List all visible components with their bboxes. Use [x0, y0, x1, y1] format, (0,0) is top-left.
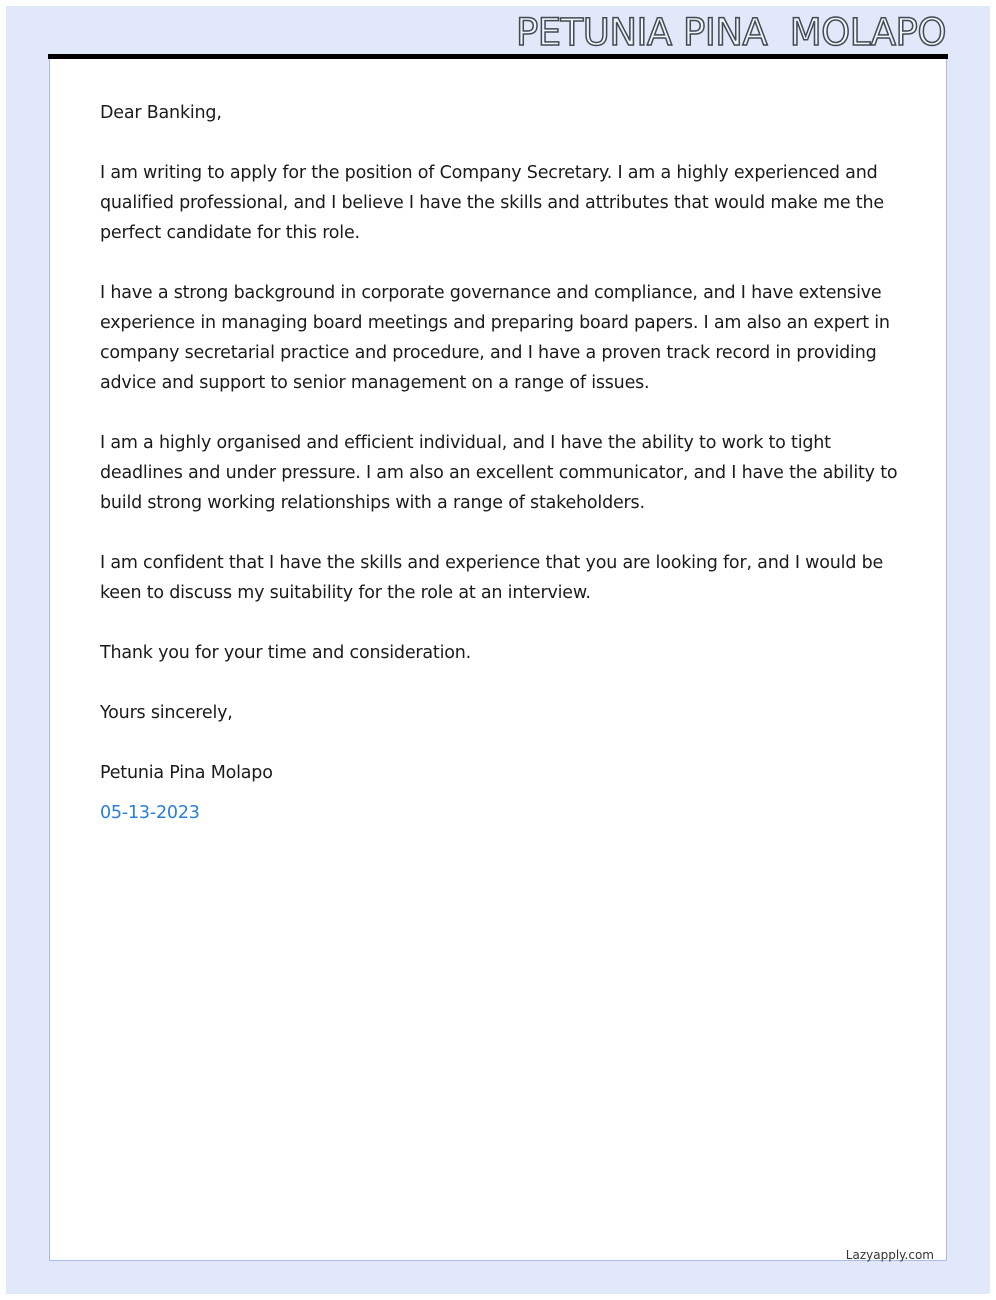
letter-thanks: Thank you for your time and consideration. — [100, 643, 472, 663]
letter-signer-name: Petunia Pina Molapo — [100, 763, 273, 783]
letter-paragraph: I am a highly organised and efficient individual, and I have the ability to work to tight deadlines and under pressure. I am also an excellent communicator, and I have the ability to build strong working relationships with a range of stakeholders. — [100, 433, 898, 513]
cover-letter-body — [100, 98, 900, 828]
letter-closing: Yours sincerely, — [100, 703, 233, 723]
letter-paragraph: I am confident that I have the skills and experience that you are looking for, and I would be keen to discuss my suitability for the role at an interview. — [100, 553, 884, 603]
watermark-text: Lazyapply.com — [845, 1248, 934, 1262]
letter-greeting: Dear Banking, — [100, 103, 222, 123]
letter-paragraph: I am writing to apply for the position of Company Secretary. I am a highly experienced and qualified professional, and I believe I have the skills and attributes that would make me the perfect candidate for this role. — [100, 163, 884, 243]
applicant-name-heading: PETUNIA PINA MOLAPO — [515, 11, 946, 54]
letter-date: 05-13-2023 — [100, 803, 200, 823]
heading-divider — [48, 54, 948, 59]
letter-paragraph: I have a strong background in corporate governance and compliance, and I have extensive experience in managing board meetings and preparing board papers. I am also an expert in company secretarial practice and procedure, and I have a proven track record in providing advice and support to senior management on a range of issues. — [100, 283, 890, 393]
